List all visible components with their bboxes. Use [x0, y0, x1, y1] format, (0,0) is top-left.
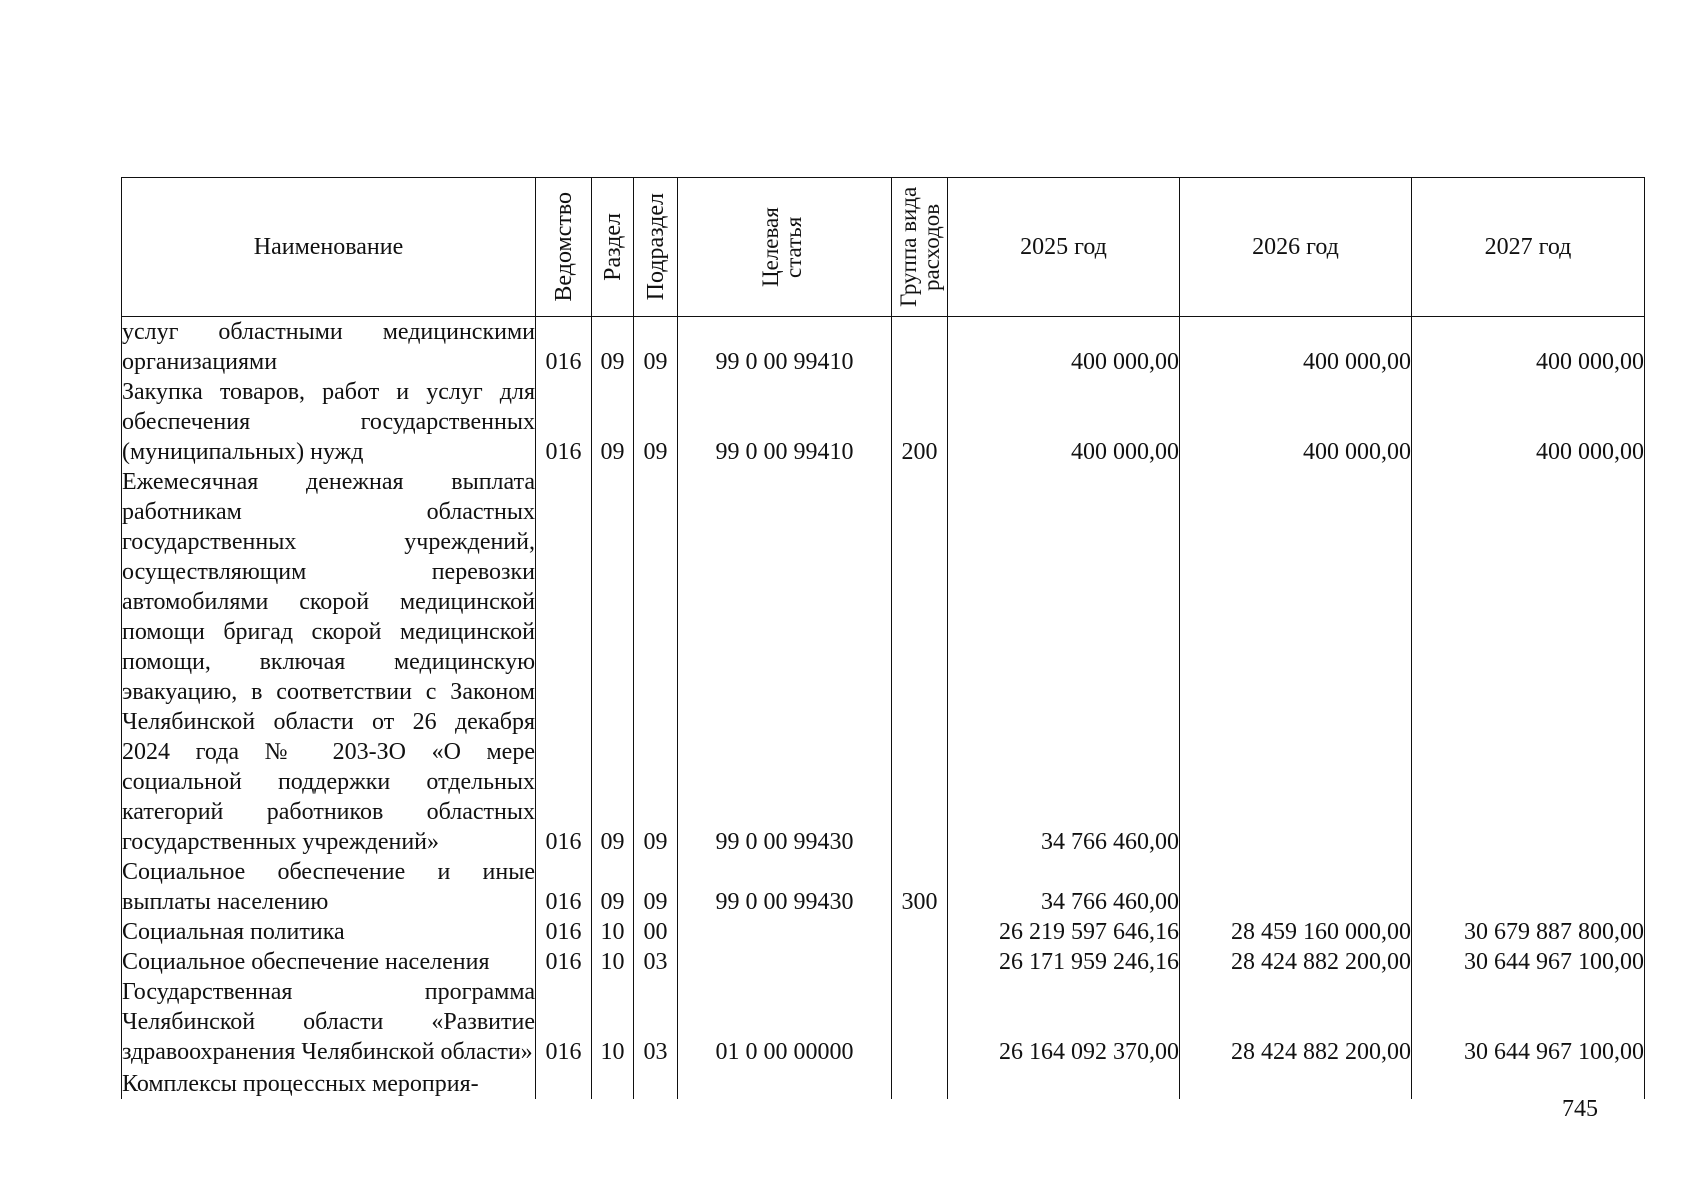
cell-2025: 26 164 092 370,00: [948, 977, 1180, 1067]
cell-razdel: [592, 1067, 634, 1099]
header-2025: 2025 год: [948, 178, 1180, 317]
cell-name: Социальное обеспечение населения: [122, 947, 536, 977]
cell-gruppa: [892, 917, 948, 947]
header-podrazdel: Подраздел: [634, 178, 678, 317]
cell-2025: 34 766 460,00: [948, 857, 1180, 917]
cell-podrazdel: 03: [634, 977, 678, 1067]
table-row: [122, 977, 1645, 1067]
cell-razdel: 10: [592, 977, 634, 1067]
cell-celevaya: 99 0 00 99430: [678, 467, 892, 857]
cell-2027: 30 644 967 100,00: [1412, 977, 1645, 1067]
cell-podrazdel: [634, 1067, 678, 1099]
header-celevaya: Целевая статья: [678, 178, 892, 317]
cell-vedomstvo: 016: [536, 467, 592, 857]
cell-celevaya: 99 0 00 99410: [678, 317, 892, 378]
table-row: [122, 947, 1645, 977]
cell-gruppa: 300: [892, 857, 948, 917]
cell-2027: [1412, 467, 1645, 857]
budget-table: [121, 177, 1645, 1099]
cell-2027: [1412, 857, 1645, 917]
cell-name: услуг областными медицинскими организациями: [122, 317, 536, 378]
cell-name: Социальная политика: [122, 917, 536, 947]
cell-name: Государственная программа Челябинской области «Развитие здравоохранения Челябинской области»: [122, 979, 535, 1065]
cell-gruppa: [892, 947, 948, 977]
cell-2025: 26 171 959 246,16: [948, 947, 1180, 977]
cell-gruppa: [892, 1067, 948, 1099]
cell-vedomstvo: 016: [536, 977, 592, 1067]
cell-vedomstvo: 016: [536, 857, 592, 917]
cell-2027: [1412, 1067, 1645, 1099]
cell-vedomstvo: 016: [536, 317, 592, 378]
cell-celevaya: 01 0 00 00000: [678, 977, 892, 1067]
cell-2026: 28 459 160 000,00: [1180, 917, 1412, 947]
header-gruppa: Группа вида расходов: [892, 178, 948, 317]
cell-gruppa: [892, 317, 948, 378]
cell-podrazdel: 09: [634, 377, 678, 467]
table-row: [122, 467, 1645, 857]
cell-podrazdel: 09: [634, 467, 678, 857]
cell-razdel: 09: [592, 317, 634, 378]
table-row: [122, 857, 1645, 917]
header-name: Наименование: [122, 178, 536, 317]
cell-2026: [1180, 467, 1412, 857]
cell-podrazdel: 09: [634, 857, 678, 917]
cell-celevaya: [678, 1067, 892, 1099]
cell-2026: 400 000,00: [1180, 377, 1412, 467]
table-row: [122, 917, 1645, 947]
header-vedomstvo: Ведомство: [536, 178, 592, 317]
cell-gruppa: 200: [892, 377, 948, 467]
table-header-row: [122, 178, 1645, 317]
page-number: 745: [1562, 1096, 1598, 1122]
cell-celevaya: [678, 917, 892, 947]
cell-2026: 400 000,00: [1180, 317, 1412, 378]
cell-podrazdel: 03: [634, 947, 678, 977]
cell-celevaya: 99 0 00 99430: [678, 857, 892, 917]
cell-2027: 30 679 887 800,00: [1412, 917, 1645, 947]
table-body: [122, 317, 1645, 1100]
header-2026: 2026 год: [1180, 178, 1412, 317]
cell-name: Социальное обеспечение и иные выплаты населению: [122, 859, 535, 915]
header-razdel: Раздел: [592, 178, 634, 317]
cell-2025: 400 000,00: [948, 377, 1180, 467]
cell-2027: 400 000,00: [1412, 317, 1645, 378]
header-2027: 2027 год: [1412, 178, 1645, 317]
cell-podrazdel: 09: [634, 317, 678, 378]
cell-razdel: 09: [592, 467, 634, 857]
cell-2027: 30 644 967 100,00: [1412, 947, 1645, 977]
cell-2026: [1180, 1067, 1412, 1099]
table-row: [122, 377, 1645, 467]
cell-2026: [1180, 857, 1412, 917]
cell-name: Комплексы процессных мероприя-: [122, 1067, 536, 1099]
cell-2025: [948, 1067, 1180, 1099]
cell-celevaya: 99 0 00 99410: [678, 377, 892, 467]
cell-name: Закупка товаров, работ и услуг для обеспечения государственных (муниципальных) нужд: [122, 379, 535, 465]
cell-celevaya: [678, 947, 892, 977]
cell-gruppa: [892, 977, 948, 1067]
cell-2027: 400 000,00: [1412, 377, 1645, 467]
cell-2026: 28 424 882 200,00: [1180, 977, 1412, 1067]
cell-2025: 26 219 597 646,16: [948, 917, 1180, 947]
cell-vedomstvo: [536, 1067, 592, 1099]
table-row: [122, 1067, 1645, 1099]
cell-razdel: 10: [592, 917, 634, 947]
cell-2025: 400 000,00: [948, 317, 1180, 378]
cell-vedomstvo: 016: [536, 377, 592, 467]
cell-name: Ежемесячная денежная выплата работникам областных государственных учреждений, осуществляющим перевозки автомобилями скорой медицинской помощи бригад скорой медицинской помощи, включая медицинскую эвакуацию, в соответствии с Законом Челябинской области от 26 декабря 2024 года № 203-ЗО «О мере социальной поддержки отдельных категорий работников областных государственных учреждений»: [122, 469, 535, 855]
cell-razdel: 09: [592, 377, 634, 467]
cell-podrazdel: 00: [634, 917, 678, 947]
cell-2026: 28 424 882 200,00: [1180, 947, 1412, 977]
table-row: [122, 317, 1645, 378]
cell-vedomstvo: 016: [536, 947, 592, 977]
cell-gruppa: [892, 467, 948, 857]
cell-2025: 34 766 460,00: [948, 467, 1180, 857]
cell-vedomstvo: 016: [536, 917, 592, 947]
cell-razdel: 09: [592, 857, 634, 917]
cell-razdel: 10: [592, 947, 634, 977]
